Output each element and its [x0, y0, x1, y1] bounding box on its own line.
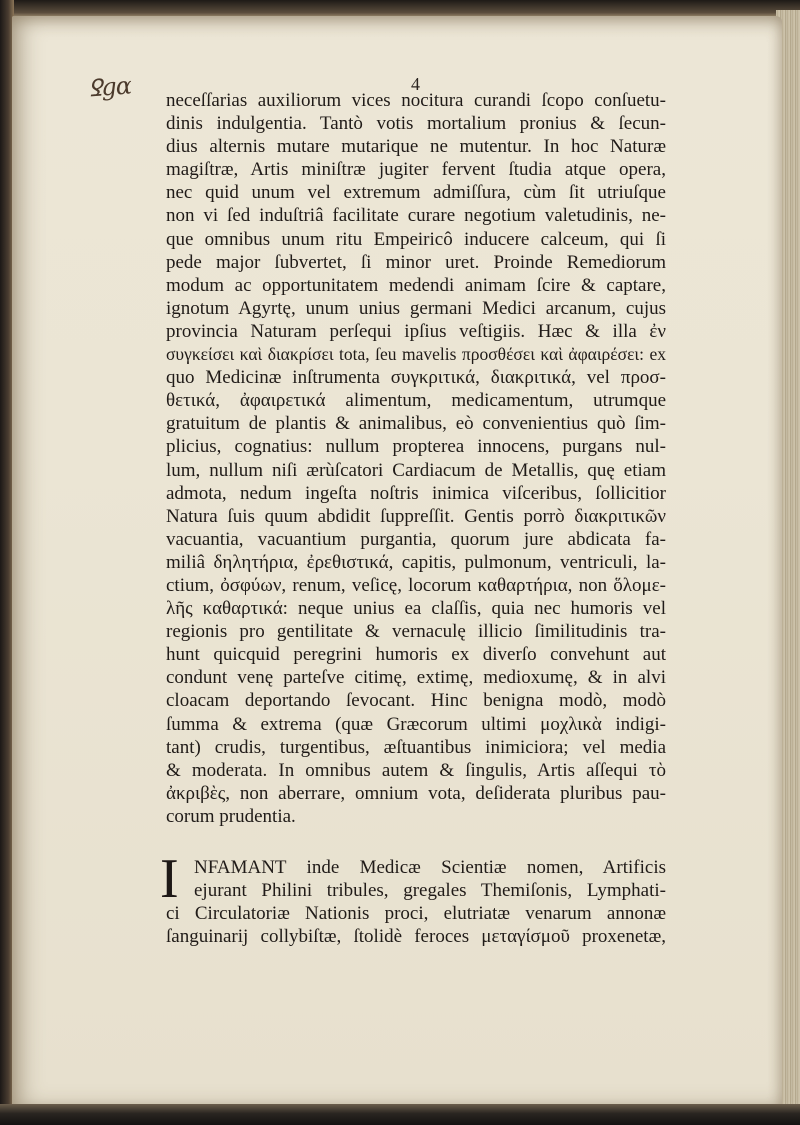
- text-line: lum, nullum niſi ærùſcatori Cardiacum de Metallis, quę etiam: [166, 459, 666, 481]
- text-line: NFAMANT inde Medicæ Scientiæ nomen, Artificis: [194, 857, 666, 878]
- text-line: Natura ſuis quum abdidit ſuppreſſit. Gentis porrò διακριτικῶν: [166, 505, 666, 527]
- text-line: ctium, ὀσφύων, renum, veſicę, locorum καθαρτήρια, non ὅλομε-: [166, 574, 666, 596]
- text-line: θετικά, ἀφαιρετικά alimentum, medicamentum, utrumque: [166, 390, 666, 412]
- paragraph-1: [166, 89, 666, 828]
- text-line: plicius, cognatius: nullum propterea innocens, purgans nul-: [166, 436, 666, 458]
- text-line: dius alternis mutare mutarique ne mutentur. In hoc Naturæ: [166, 136, 666, 158]
- bottom-shadow-band: [0, 1104, 800, 1125]
- text-line: provincia Naturam perſequi ipſius veſtigiis. Hæc & illa ἐν: [166, 320, 666, 342]
- text-line: hunt quicquid peregrini humoris ex diverſo convehunt aut: [166, 644, 666, 666]
- text-line: ignotum Agyrtę, unum unius germani Medici arcanum, cujus: [166, 297, 666, 319]
- text-line: que omnibus unum ritu Empeiricô inducere calceum, qui ſi: [166, 228, 666, 250]
- page-number: 4: [411, 74, 420, 94]
- text-line: vacuantia, vacuantium purgantia, quorum jure abdicata fa-: [166, 528, 666, 550]
- text-line: magiſtræ, Artis miniſtræ jugiter fervent ſtudia atque opera,: [166, 159, 666, 181]
- text-line: nec quid unum vel extremum admiſſura, cùm ſit utriuſque: [166, 182, 666, 204]
- paragraph-2: [160, 848, 666, 948]
- text-line: miliâ δηλητήρια, ἐρεθιστικά, capitis, pulmonum, ventriculi, la-: [166, 551, 666, 573]
- text-line: ci Circulatoriæ Nationis proci, elutriatæ venarum annonæ: [166, 903, 666, 925]
- text-line: συγκείσει καὶ διακρίσει tota, ſeu mavelis προσθέσει καὶ ἀφαιρέσει: ex: [166, 344, 666, 365]
- text-line: condunt venę parteſve citimę, extimę, medioxumę, & in alvi: [166, 667, 666, 689]
- text-line: modum ac opportunitatem medendi animam ſcire & captare,: [166, 274, 666, 296]
- text-line: regionis pro gentilitate & vernaculę illicio ſimilitudinis tra-: [166, 621, 666, 643]
- handwritten-folio-note: Ꝿgα: [87, 71, 132, 103]
- text-line: quo Medicinæ inſtrumenta συγκριτικά, διακριτικά, vel προσ-: [166, 367, 666, 389]
- text-line: ejurant Philini tribules, gregales Themiſonis, Lymphati-: [194, 880, 666, 902]
- drop-cap-initial: I: [160, 848, 179, 910]
- text-line: admota, nedum ingeſta noſtris inimica viſceribus, ſollicitior: [166, 482, 666, 504]
- text-line: cloacam deportando ſevocant. Hinc benigna modò, modò: [166, 690, 666, 712]
- text-line: tant) crudis, turgentibus, æſtuantibus inimiciora; vel media: [166, 736, 666, 758]
- text-line: ſanguinarij collybiſtæ, ſtolidè feroces μεταγίσμοῦ proxenetæ,: [166, 926, 666, 948]
- text-line-last: corum prudentia.: [166, 805, 296, 827]
- text-line: ſumma & extrema (quæ Græcorum ultimi μοχλικὰ indigi-: [166, 713, 666, 735]
- text-line: gratuitum de plantis & animalibus, eò convenientius quò ſim-: [166, 413, 666, 435]
- text-line: & moderata. In omnibus autem & ſingulis, Artis aſſequi τὸ: [166, 759, 666, 781]
- text-line: λῆς καθαρτικά: neque unius ea claſſis, quia nec humoris vel: [166, 598, 666, 620]
- text-line: neceſſarias auxiliorum vices nocitura curandi ſcopo conſuetu-: [166, 90, 666, 111]
- text-line: ἀκριβὲς, non aberrare, omnium vota, deſiderata pluribus pau-: [166, 782, 666, 804]
- text-body: [160, 89, 666, 948]
- text-line: dinis indulgentia. Tantò votis mortalium pronius & ſecun-: [166, 113, 666, 135]
- text-line: non vi ſed induſtriâ facilitate curare negotium valetudinis, ne-: [166, 205, 666, 227]
- text-line: pede major ſubvertet, ſi minor uret. Proinde Remediorum: [166, 251, 666, 273]
